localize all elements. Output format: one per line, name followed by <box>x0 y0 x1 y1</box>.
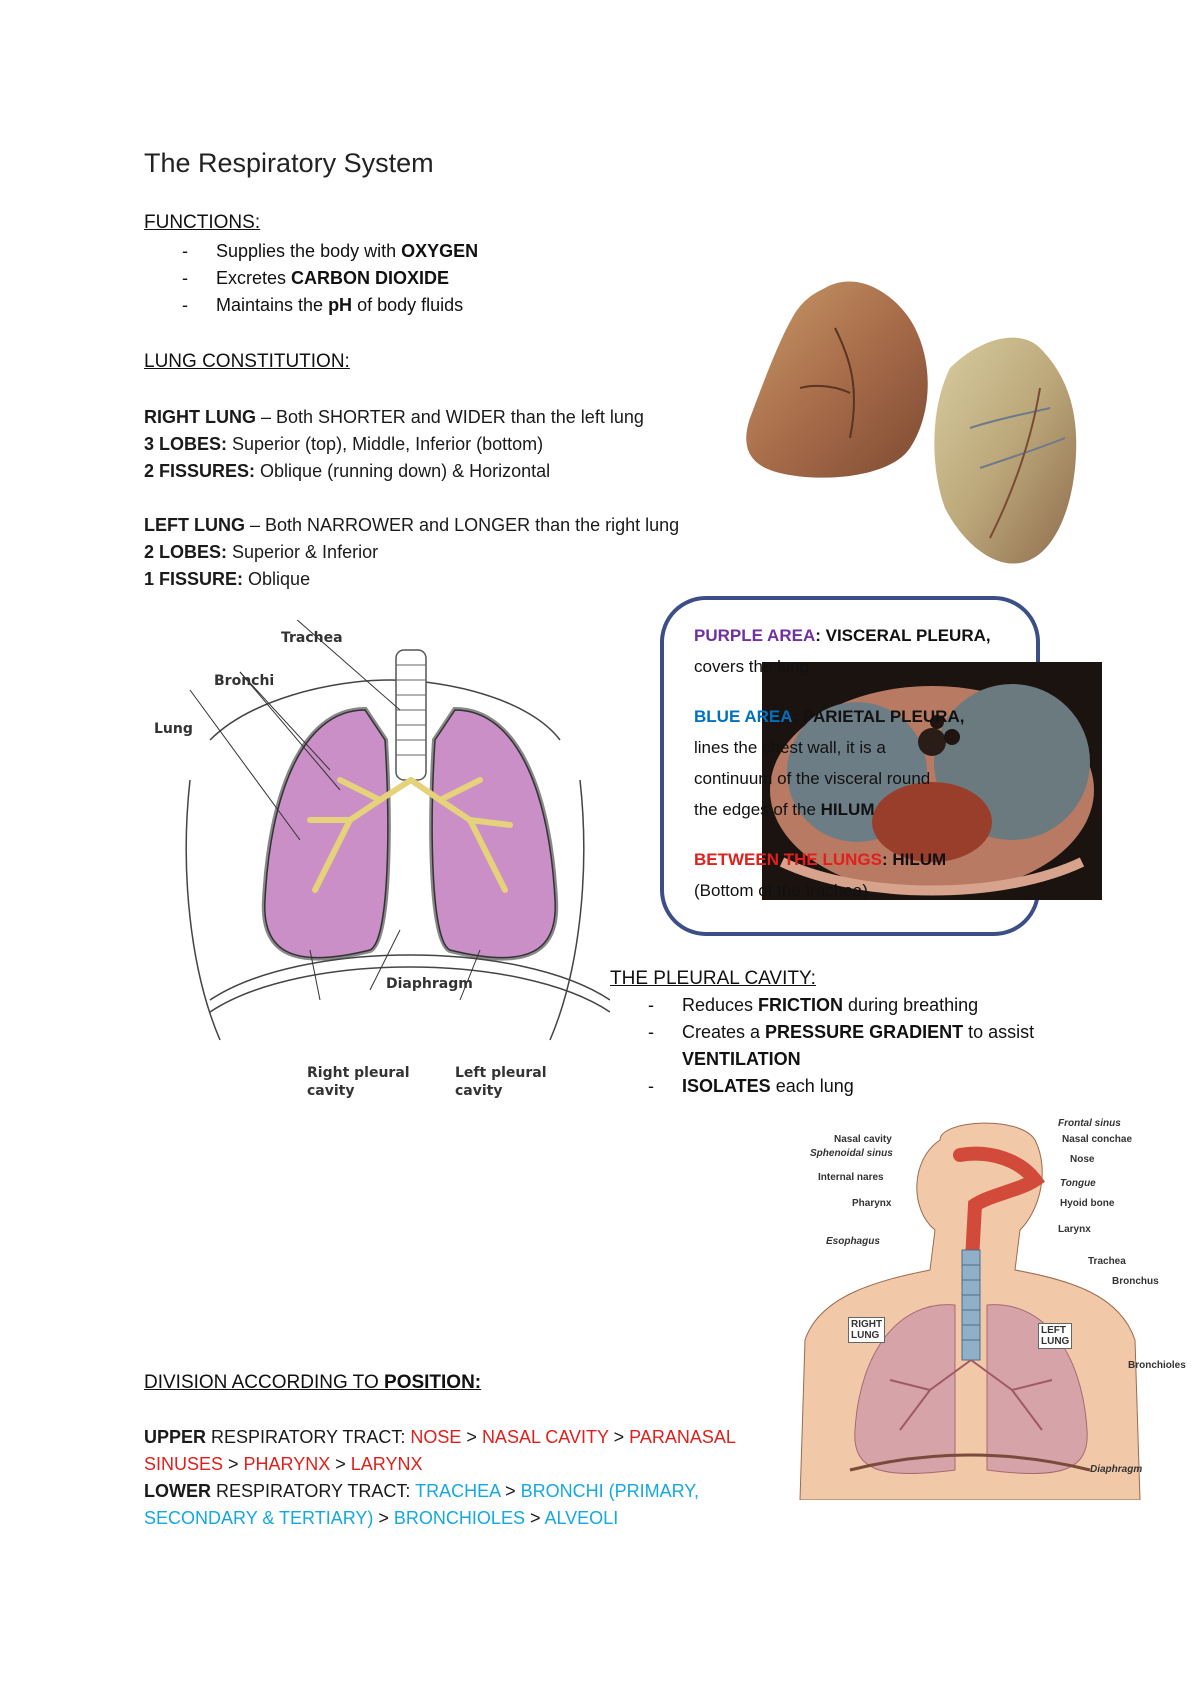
functions-heading: FUNCTIONS: <box>144 212 261 233</box>
pleural-cavity-heading: THE PLEURAL CAVITY: <box>610 968 816 989</box>
label-pharynx: Pharynx <box>852 1198 892 1209</box>
label-larynx: Larynx <box>1058 1224 1091 1235</box>
right-lung-block: RIGHT LUNG – Both SHORTER and WIDER than the left lung 3 LOBES: Superior (top), Middle, Inferior (bottom) 2 FISSURES: Oblique (running down) & Horizontal <box>144 407 644 481</box>
functions-item: - Supplies the body with OXYGEN <box>144 238 704 265</box>
functions-list <box>144 238 704 319</box>
lung-specimen-photo <box>740 268 1140 598</box>
label-hyoid-bone: Hyoid bone <box>1060 1198 1115 1209</box>
lower-tract-line-cont: SECONDARY & TERTIARY) > BRONCHIOLES > ALVEOLI <box>144 1508 619 1528</box>
label-internal-nares: Internal nares <box>818 1172 884 1183</box>
page-title: The Respiratory System <box>144 148 434 178</box>
label-diaphragm-anatomy: Diaphragm <box>1090 1464 1143 1475</box>
left-lung-block: LEFT LUNG – Both NARROWER and LONGER than the right lung 2 LOBES: Superior & Inferior 1 FISSURE: Oblique <box>144 515 680 589</box>
label-trachea-anatomy: Trachea <box>1088 1256 1126 1267</box>
label-left-lung-anatomy: LEFT LUNG <box>1038 1323 1072 1349</box>
functions-item: - Maintains the pH of body fluids <box>144 292 704 319</box>
label-nasal-conchae: Nasal conchae <box>1062 1134 1133 1145</box>
upper-tract-line-cont: SINUSES > PHARYNX > LARYNX <box>144 1454 423 1474</box>
lung-constitution-heading: LUNG CONSTITUTION: <box>144 351 350 372</box>
label-sphenoidal-sinus: Sphenoidal sinus <box>810 1148 893 1159</box>
functions-item: - Excretes CARBON DIOXIDE <box>144 265 704 292</box>
label-nasal-cavity: Nasal cavity <box>834 1134 892 1145</box>
label-bronchus: Bronchus <box>1112 1276 1159 1287</box>
label-trachea: Trachea <box>281 630 343 646</box>
pleural-cavity-list <box>610 992 1130 1100</box>
pleural-cavity-item: - ISOLATES each lung <box>610 1073 1130 1100</box>
label-frontal-sinus: Frontal sinus <box>1058 1118 1121 1129</box>
label-bronchioles: Bronchioles <box>1128 1360 1186 1371</box>
pleural-cavity-item: - Reduces FRICTION during breathing <box>610 992 1130 1019</box>
pleural-cavity-item: - Creates a PRESSURE GRADIENT to assist VENTILATION <box>610 1019 1130 1073</box>
label-lung: Lung <box>154 721 193 737</box>
lung-diagram <box>150 620 610 1090</box>
respiratory-anatomy-diagram <box>790 1110 1160 1500</box>
label-tongue: Tongue <box>1060 1178 1096 1189</box>
lower-tract-line: LOWER RESPIRATORY TRACT: TRACHEA > BRONCHI (PRIMARY, <box>144 1481 699 1501</box>
label-left-pleural-cavity: Left pleural cavity <box>455 1065 547 1099</box>
pleura-callout-text: PURPLE AREA: VISCERAL PLEURA, covers the lung BLUE AREA: PARIETAL PLEURA, lines the chest wall, it is a continuum of the visceral round the edges of the HILUM BETWEEN THE LUNGS: HILUM (Bottom of the trachea) <box>694 626 991 900</box>
division-heading: DIVISION ACCORDING TO POSITION: <box>144 1372 482 1393</box>
label-diaphragm: Diaphragm <box>386 976 473 992</box>
division-block <box>144 1424 764 1532</box>
label-right-lung-anatomy: RIGHT LUNG <box>848 1317 885 1343</box>
upper-tract-line: UPPER RESPIRATORY TRACT: NOSE > NASAL CAVITY > PARANASAL <box>144 1427 736 1447</box>
label-bronchi: Bronchi <box>214 673 275 689</box>
label-right-pleural-cavity: Right pleural cavity <box>307 1065 410 1099</box>
label-esophagus: Esophagus <box>826 1236 880 1247</box>
label-nose: Nose <box>1070 1154 1095 1165</box>
